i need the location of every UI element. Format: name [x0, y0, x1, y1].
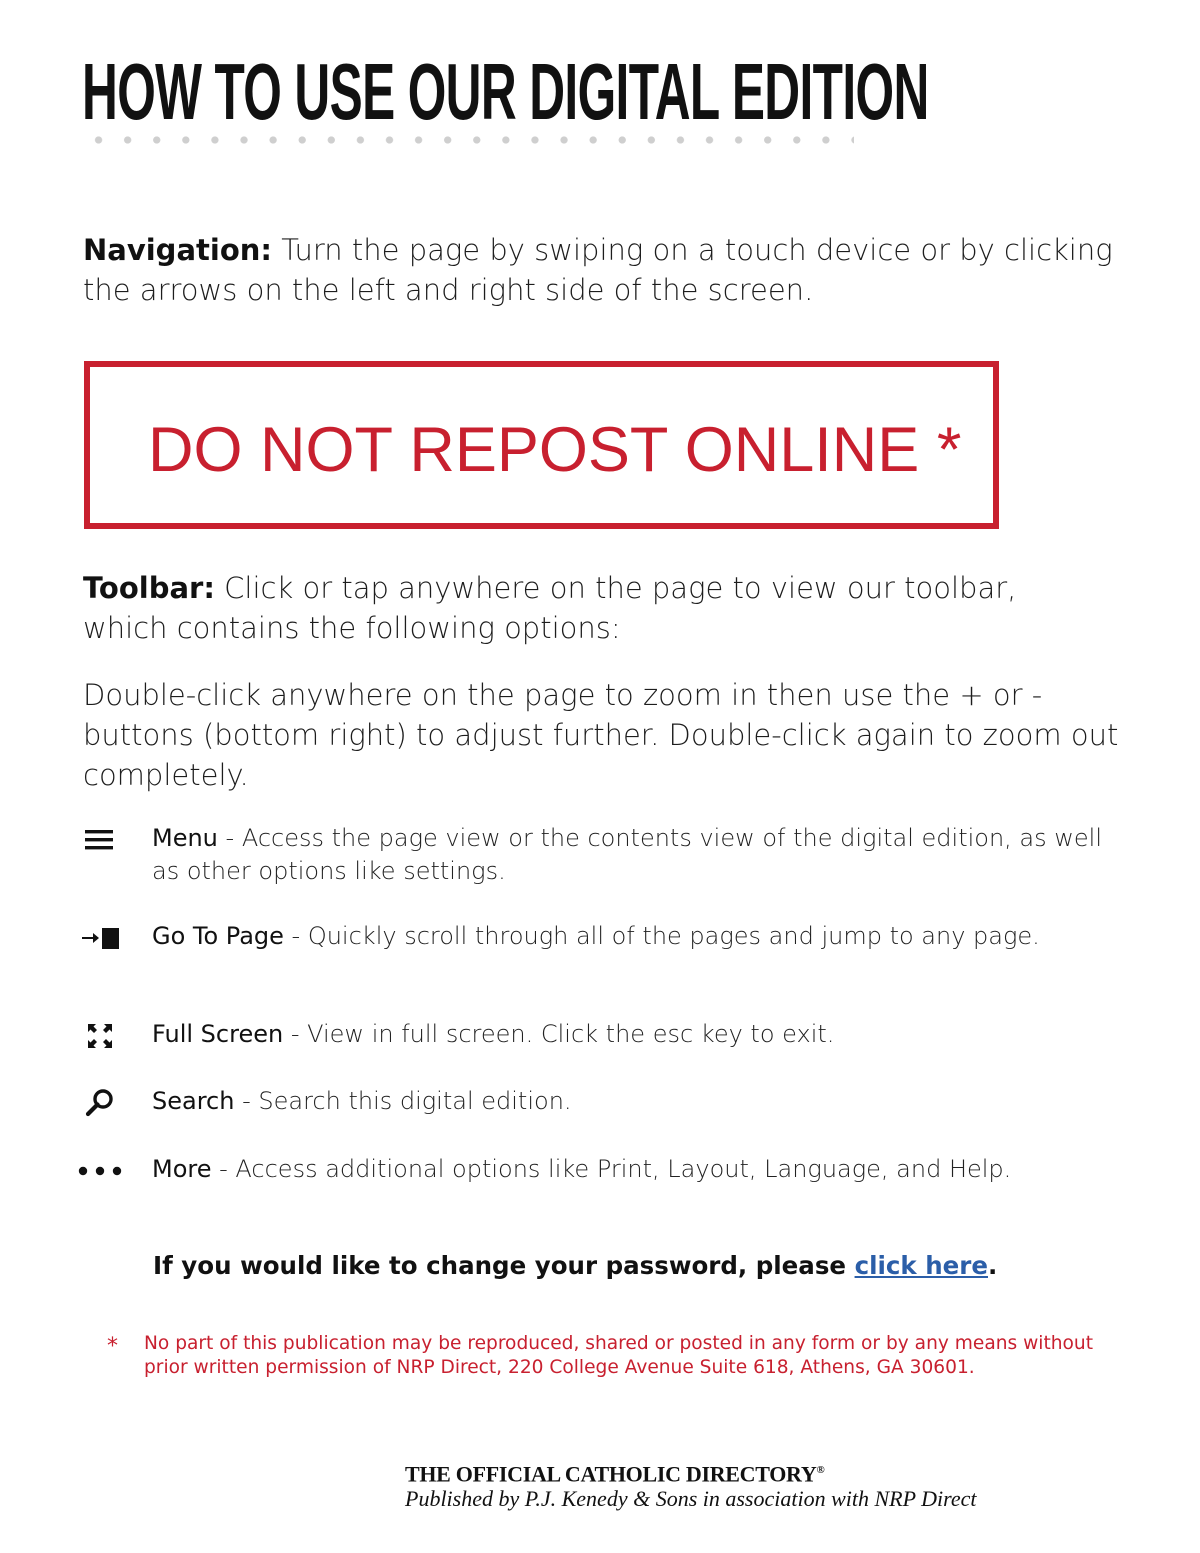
change-password-link[interactable]: click here — [854, 1251, 988, 1280]
tool-search-description: - Search this digital edition. — [234, 1087, 572, 1115]
registered-mark: ® — [816, 1464, 825, 1476]
tool-full-screen-text — [152, 1018, 1102, 1051]
tool-menu-text — [152, 822, 1102, 888]
tool-go-to-page-description: - Quickly scroll through all of the pages and jump to any page. — [283, 922, 1040, 950]
copyright-notice: No part of this publication may be reproduced, shared or posted in any form or by any means without prior written permission of NRP Direct, 220 College Avenue Suite 618, Athens, GA 30601. — [144, 1333, 1093, 1378]
change-password-prefix: If you would like to change your password, please — [153, 1251, 855, 1280]
tool-more-description: - Access additional options like Print, Layout, Language, and Help. — [211, 1155, 1012, 1183]
navigation-label: Navigation: — [83, 233, 272, 267]
tool-search-text — [152, 1085, 1102, 1118]
footer-subtitle: Published by P.J. Kenedy & Sons in association with NRP Direct — [405, 1486, 977, 1511]
navigation-text: Turn the page by swiping on a touch device or by clicking the arrows on the left and right side of the screen. — [83, 233, 1113, 307]
toolbar-text: Click or tap anywhere on the page to view our toolbar, which contains the following options: — [83, 571, 1017, 645]
full-screen-icon — [70, 1018, 130, 1054]
dotted-divider — [84, 136, 854, 144]
change-password-suffix: . — [988, 1251, 998, 1280]
search-icon — [70, 1085, 130, 1121]
repost-warning-text: DO NOT REPOST ONLINE * — [148, 415, 962, 485]
toolbar-paragraph — [83, 568, 1103, 648]
tool-go-to-page-name: Go To Page — [152, 922, 284, 950]
change-password-line — [153, 1248, 997, 1284]
tool-go-to-page-text — [152, 920, 1102, 953]
repost-warning-box — [84, 361, 999, 529]
footer-title-text: THE OFFICIAL CATHOLIC DIRECTORY — [405, 1461, 817, 1487]
tool-full-screen-name: Full Screen — [152, 1020, 284, 1048]
tool-menu-name: Menu — [152, 824, 218, 852]
go-to-page-icon — [70, 920, 130, 956]
zoom-paragraph: Double-click anywhere on the page to zoom in then use the + or - buttons (bottom right) to adjust further. Double-click again to zoom out completely. — [83, 678, 1119, 792]
tool-more-text — [152, 1153, 1102, 1186]
toolbar-label: Toolbar: — [83, 571, 215, 605]
page-title: HOW TO USE OUR DIGITAL EDITION — [82, 47, 929, 136]
tool-more-name: More — [152, 1155, 212, 1183]
tool-full-screen-description: - View in full screen. Click the esc key to exit. — [283, 1020, 835, 1048]
navigation-paragraph — [83, 230, 1123, 310]
more-dots-icon — [70, 1153, 130, 1189]
tool-search-name: Search — [152, 1087, 235, 1115]
notice-asterisk: * — [107, 1334, 118, 1359]
footer-title — [405, 1456, 824, 1488]
tool-menu-description: - Access the page view or the contents view of the digital edition, as well as other options like settings. — [152, 824, 1103, 885]
hamburger-menu-icon — [70, 822, 130, 858]
